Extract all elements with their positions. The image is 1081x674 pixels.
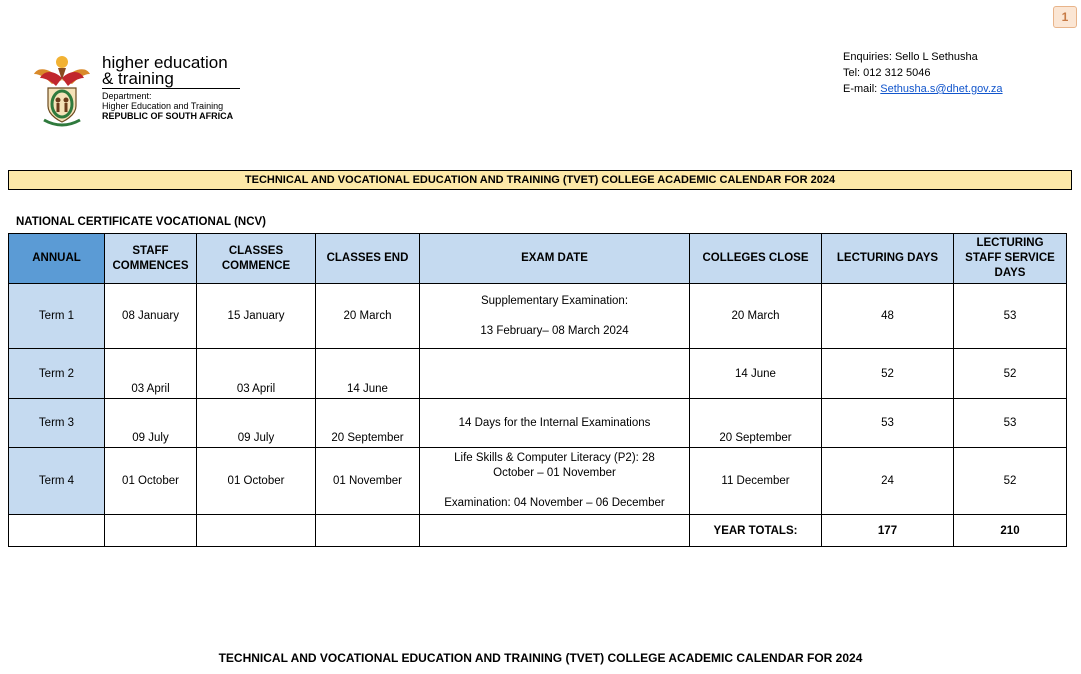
email-link[interactable]: Sethusha.s@dhet.gov.za — [880, 83, 1003, 95]
header-row — [9, 234, 1067, 284]
dept-name: Higher Education and Training — [102, 101, 224, 111]
empty-cell — [9, 515, 105, 547]
page-number-badge: 1 — [1053, 6, 1077, 28]
totals-row — [9, 515, 1067, 547]
header-annual: ANNUAL — [9, 234, 105, 284]
tel-line: Tel: 012 312 5046 — [843, 67, 931, 79]
empty-cell — [197, 515, 316, 547]
classes-end-cell: 14 June — [316, 349, 420, 399]
lecturing-days-cell: 48 — [822, 284, 954, 349]
service-days-cell: 53 — [954, 284, 1067, 349]
section-title: NATIONAL CERTIFICATE VOCATIONAL (NCV) — [16, 216, 267, 228]
brand-line-2: & training — [102, 69, 174, 88]
exam-date-cell: 14 Days for the Internal Examinations — [420, 399, 690, 448]
classes-end-cell: 20 September — [316, 399, 420, 448]
classes-commence-cell: 01 October — [197, 448, 316, 515]
colleges-close-cell: 11 December — [690, 448, 822, 515]
total-service-days: 210 — [954, 515, 1067, 547]
staff-commences-cell: 08 January — [105, 284, 197, 349]
lecturing-days-cell: 24 — [822, 448, 954, 515]
header-staff-service-days: LECTURING STAFF SERVICE DAYS — [954, 234, 1067, 284]
table-row — [9, 399, 1067, 448]
term-cell: Term 3 — [9, 399, 105, 448]
dept-label: Department: — [102, 91, 152, 101]
classes-end-cell: 20 March — [316, 284, 420, 349]
empty-cell — [105, 515, 197, 547]
table-row — [9, 349, 1067, 399]
classes-commence-cell: 03 April — [197, 349, 316, 399]
calendar-banner-title: TECHNICAL AND VOCATIONAL EDUCATION AND TRAINING (TVET) COLLEGE ACADEMIC CALENDAR FOR 2024 — [8, 170, 1072, 190]
enquiries-line: Enquiries: Sello L Sethusha — [843, 51, 978, 63]
total-lecturing-days: 177 — [822, 515, 954, 547]
header-exam-date: EXAM DATE — [420, 234, 690, 284]
lecturing-days-cell: 53 — [822, 399, 954, 448]
term-cell: Term 4 — [9, 448, 105, 515]
email-label: E-mail: — [843, 83, 881, 95]
coat-of-arms-icon — [30, 50, 94, 130]
table-row — [9, 284, 1067, 349]
exam-date-cell: Supplementary Examination: 13 February– 08 March 2024 — [420, 284, 690, 349]
colleges-close-cell: 14 June — [690, 349, 822, 399]
email-line — [843, 81, 1003, 97]
classes-commence-cell: 15 January — [197, 284, 316, 349]
academic-calendar-table — [8, 233, 1067, 547]
footer-title: TECHNICAL AND VOCATIONAL EDUCATION AND TRAINING (TVET) COLLEGE ACADEMIC CALENDAR FOR 2024 — [218, 651, 863, 665]
term-cell: Term 2 — [9, 349, 105, 399]
lecturing-days-cell: 52 — [822, 349, 954, 399]
brand-divider — [102, 88, 240, 89]
staff-commences-cell: 03 April — [105, 349, 197, 399]
header-classes-end: CLASSES END — [316, 234, 420, 284]
brand-line-1: higher education — [102, 53, 228, 72]
exam-date-cell — [420, 349, 690, 399]
year-totals-label: YEAR TOTALS: — [690, 515, 822, 547]
table-row — [9, 448, 1067, 515]
staff-commences-cell: 09 July — [105, 399, 197, 448]
classes-commence-cell: 09 July — [197, 399, 316, 448]
service-days-cell: 53 — [954, 399, 1067, 448]
country-name: REPUBLIC OF SOUTH AFRICA — [102, 111, 234, 121]
service-days-cell: 52 — [954, 448, 1067, 515]
header-colleges-close: COLLEGES CLOSE — [690, 234, 822, 284]
header-classes-commence: CLASSES COMMENCE — [197, 234, 316, 284]
contact-block — [843, 49, 1003, 97]
colleges-close-cell: 20 September — [690, 399, 822, 448]
staff-commences-cell: 01 October — [105, 448, 197, 515]
classes-end-cell: 01 November — [316, 448, 420, 515]
empty-cell — [316, 515, 420, 547]
empty-cell — [420, 515, 690, 547]
exam-date-cell: Life Skills & Computer Literacy (P2): 28 October – 01 November Examination: 04 November – 06 December — [420, 448, 690, 515]
colleges-close-cell: 20 March — [690, 284, 822, 349]
header-lecturing-days: LECTURING DAYS — [822, 234, 954, 284]
term-cell: Term 1 — [9, 284, 105, 349]
header-staff-commences: STAFF COMMENCES — [105, 234, 197, 284]
department-logo — [30, 50, 270, 132]
service-days-cell: 52 — [954, 349, 1067, 399]
